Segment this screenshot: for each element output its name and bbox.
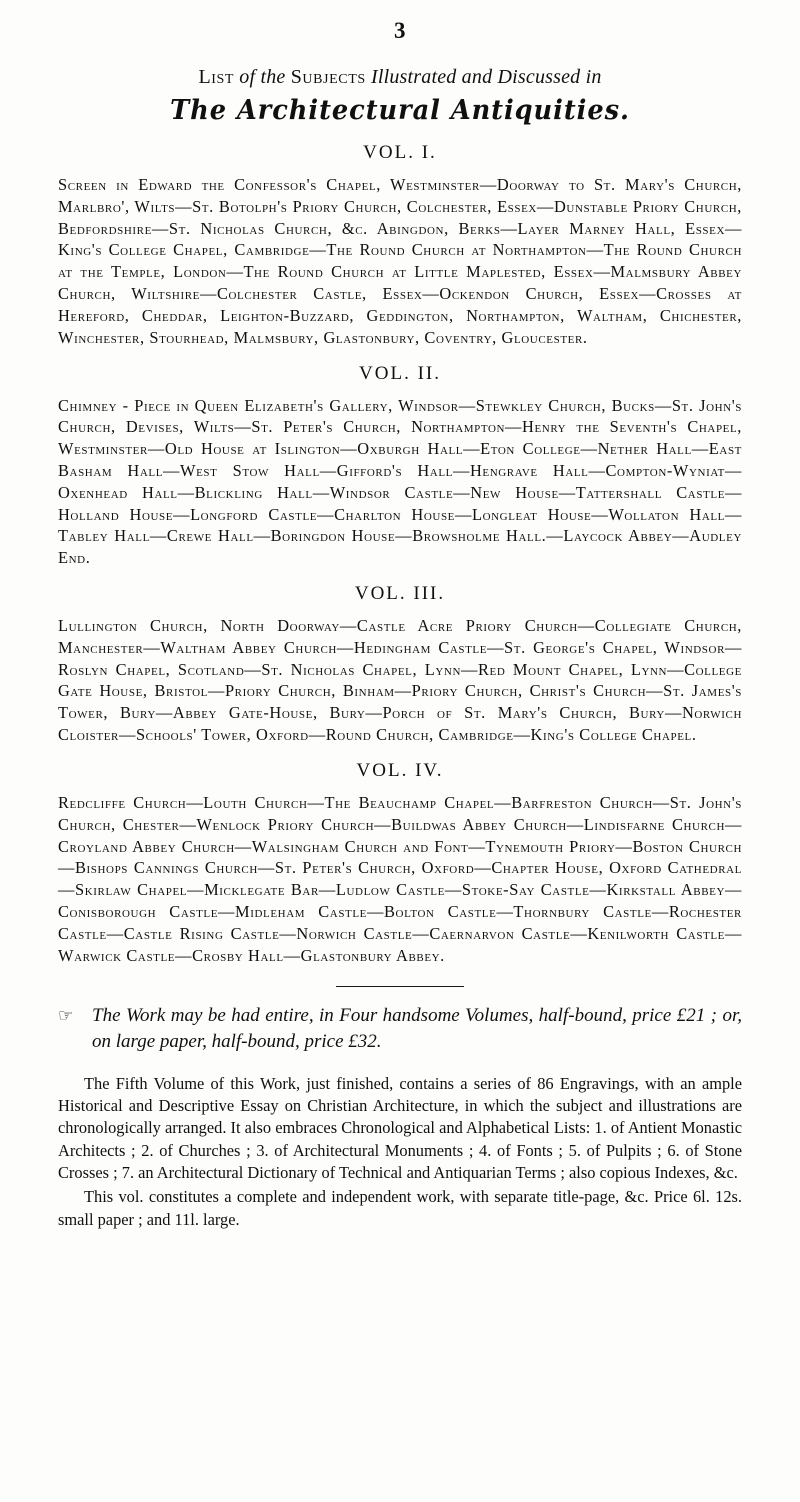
page-number: 3: [394, 18, 406, 43]
vol-heading-1: VOL. I.: [363, 142, 437, 163]
footnote-paragraph-2: This vol. constitutes a complete and independent work, with separate title-page, &c. Price 6l. 12s. small paper ; and 11l. large.: [58, 1187, 742, 1229]
footnote-paragraph-1: The Fifth Volume of this Work, just finished, contains a series of 86 Engravings, with an ample Historical and Descriptive Essay on Christian Architecture, in which the subject and illustrations are chronologically arranged. It also embraces Chronological and Alphabetical Lists: 1. of Antient Monastic Architects ; 2. of Churches ; 3. of Architectural Monuments ; 4. of Fonts ; 5. of Pulpits ; 6. of Stone Crosses ; 7. an Architectural Dictionary of Technical and Antiquarian Terms ; also copious Indexes, &c.: [58, 1073, 742, 1182]
section-divider: [336, 986, 464, 987]
headline-of: of: [239, 66, 256, 88]
vol-list-1: Screen in Edward the Confessor's Chapel, Westminster—Doorway to St. Mary's Church, Marlbro', Wilts—St. Botolph's Priory Church, Colchester, Essex—Dunstable Priory Church, Bedfordshire—St. Nicholas Church, &c. Abingdon, Berks—Layer Marney Hall, Essex—King's College Chapel, Cambridge—The Round Church at Northampton—The Round Church at the Temple, London—The Round Church at Little Maplested, Essex—Malmsbury Abbey Church, Wiltshire—Colchester Castle, Essex—Ockendon Church, Essex—Crosses at Hereford, Cheddar, Leighton-Buzzard, Geddington, Northampton, Waltham, Chichester, Winchester, Stourhead, Malmsbury, Glastonbury, Coventry, Gloucester.: [58, 175, 742, 347]
vol-list-4: Redcliffe Church—Louth Church—The Beauchamp Chapel—Barfreston Church—St. John's Church, Chester—Wenlock Priory Church—Buildwas Abbey Church—Lindisfarne Church—Croyland Abbey Church—Walsingham Church and Font—Tynemouth Priory—Boston Church—Bishops Cannings Church—St. Peter's Church, Oxford—Chapter House, Oxford Cathedral—Skirlaw Chapel—Micklegate Bar—Ludlow Castle—Stoke-Say Castle—Kirkstall Abbey—Conisborough Castle—Midleham Castle—Bolton Castle—Thornbury Castle—Rochester Castle—Castle Rising Castle—Norwich Castle—Caernarvon Castle—Kenilworth Castle—Warwick Castle—Crosby Hall—Glastonbury Abbey.: [58, 792, 742, 965]
vol-list-3: Lullington Church, North Doorway—Castle Acre Priory Church—Collegiate Church, Manchester—Waltham Abbey Church—Hedingham Castle—St. George's Chapel, Windsor—Roslyn Chapel, Scotland—St. Nicholas Chapel, Lynn—Red Mount Chapel, Lynn—College Gate House, Bristol—Priory Church, Binham—Priory Church, Christ's Church—St. James's Tower, Bury—Abbey Gate-House, Bury—Porch of St. Mary's Church, Bury—Norwich Cloister—Schools' Tower, Oxford—Round Church, Cambridge—King's College Chapel.: [58, 616, 742, 745]
vol-heading-3: VOL. III.: [354, 583, 446, 604]
headline-the: the: [260, 66, 286, 88]
page-headline: [58, 66, 742, 89]
page-title: The Architectural Antiquities.: [170, 95, 630, 126]
vol-heading-2: VOL. II.: [359, 362, 441, 384]
purchase-notice-text: The Work may be had entire, in Four handsome Volumes, half-bound, price £21 ; or, on large paper, half-bound, price £32.: [92, 1005, 742, 1053]
vol-heading-4: VOL. IV.: [356, 759, 444, 781]
headline-tail: Illustrated and Discussed in: [370, 66, 602, 88]
pointing-hand-icon: ☞: [58, 1006, 74, 1027]
purchase-notice: [58, 1003, 742, 1054]
headline-list: List: [198, 66, 235, 88]
headline-subjects: Subjects: [290, 66, 366, 88]
vol-list-2: Chimney - Piece in Queen Elizabeth's Gallery, Windsor—Stewkley Church, Bucks—St. John's Church, Devises, Wilts—St. Peter's Church, Northampton—Henry the Seventh's Chapel, Westminster—Old House at Islington—Oxburgh Hall—Eton College—Nether Hall—East Basham Hall—West Stow Hall—Gifford's Hall—Hengrave Hall—Compton-Wyniat—Oxenhead Hall—Blickling Hall—Windsor Castle—New House—Tattershall Castle—Holland House—Longford Castle—Charlton House—Longleat House—Wollaton Hall—Tabley Hall—Crewe Hall—Boringdon House—Browsholme Hall.—Laycock Abbey—Audley End.: [58, 395, 742, 568]
